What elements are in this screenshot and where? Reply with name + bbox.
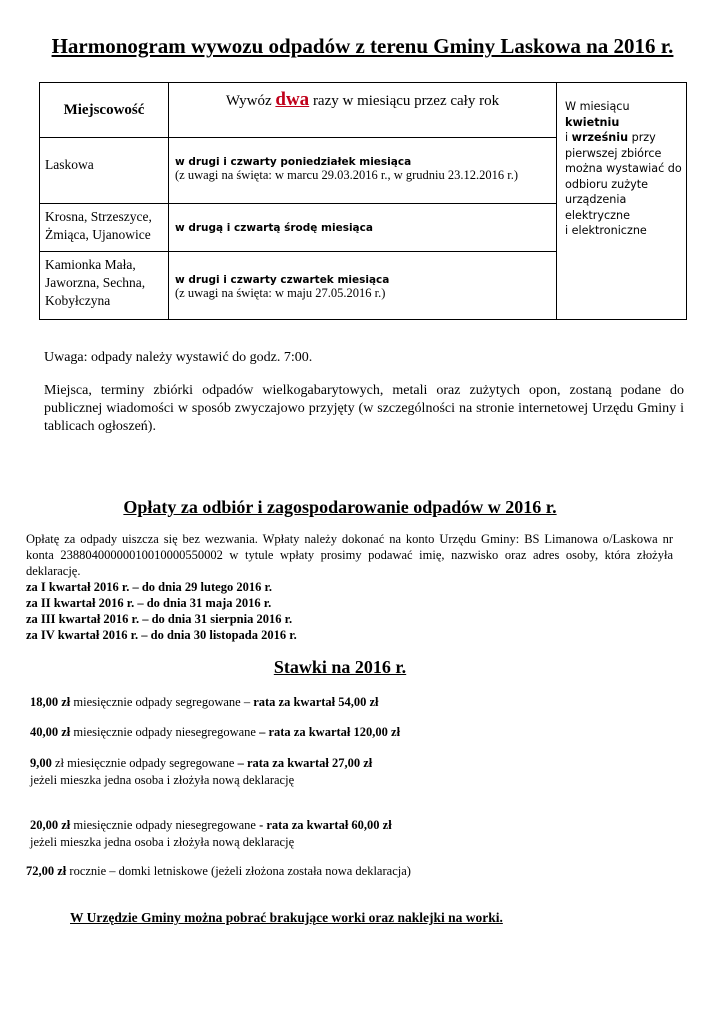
notice-text: Uwaga: odpady należy wystawić do godz. 7:00.	[44, 350, 313, 365]
rates-heading: Stawki na 2016 r.	[273, 657, 407, 677]
bulky-info-text: Miejsca, terminy zbiórki odpadów wielkogabarytowych, metali oraz zużytych opon, zostaną podane do publicznej wiadomości w sposób zwyczajowo przyjęty (w szczególności na stronie internetowej Urzędu Gminy i tablicach ogłoszeń).	[44, 383, 684, 434]
deadline-q1: za I kwartał 2016 r. – do dnia 29 lutego 2016 r.	[26, 580, 272, 594]
location-cell: Krosna, Strzeszyce, Żmiąca, Ujanowice	[40, 204, 169, 252]
fees-heading: Opłaty za odbiór i zagospodarowanie odpadów w 2016 r.	[123, 497, 557, 517]
footer-note: W Urzędzie Gminy można pobrać brakujące worki oraz naklejki na worki.	[70, 910, 503, 925]
schedule-table	[39, 82, 687, 320]
deadline-q2: za II kwartał 2016 r. – do dnia 31 maja 2016 r.	[26, 596, 272, 610]
rate-item: 18,00 zł miesięcznie odpady segregowane – rata za kwartał 54,00 zł	[30, 695, 379, 709]
header-frequency: Wywóz dwa razy w miesiącu przez cały rok	[169, 83, 557, 138]
rate-item: 40,00 zł miesięcznie odpady niesegregowane – rata za kwartał 120,00 zł	[30, 725, 401, 739]
fees-intro: Opłatę za odpady uiszcza się bez wezwania. Wpłaty należy dokonać na konto Urzędu Gminy: BS Limanowa o/Laskowa nr konta 23880400000010010000550002 w tytule wpłaty prosimy podawać imię, nazwisko oraz adres osoby, która złożyła deklarację.	[26, 532, 673, 578]
schedule-cell: w drugi i czwarty poniedziałek miesiąca (z uwagi na święta: w marcu 29.03.2016 r., w grudniu 23.12.2016 r.)	[169, 138, 557, 204]
side-note: W miesiącu kwietniu i wrześniu przy pierwszej zbiórce można wystawiać do odbioru zużyte urządzenia elektryczne i elektroniczne	[557, 83, 687, 320]
schedule-cell: w drugą i czwartą środę miesiąca	[169, 204, 557, 252]
page-title: Harmonogram wywozu odpadów z terenu Gminy Laskowa na 2016 r.	[51, 34, 674, 58]
rate-item: 9,00 zł miesięcznie odpady segregowane – rata za kwartał 27,00 zł jeżeli mieszka jedna osoba i złożyła nową deklarację	[30, 756, 373, 787]
schedule-cell: w drugi i czwarty czwartek miesiąca (z uwagi na święta: w maju 27.05.2016 r.)	[169, 252, 557, 320]
location-cell: Kamionka Mała, Jaworzna, Sechna, Kobyłczyna	[40, 252, 169, 320]
location-cell: Laskowa	[40, 138, 169, 204]
header-location: Miejscowość	[40, 83, 169, 138]
highlight-dwa: dwa	[275, 89, 310, 110]
deadline-q4: za IV kwartał 2016 r. – do dnia 30 listopada 2016 r.	[26, 628, 297, 642]
rate-item: 20,00 zł miesięcznie odpady niesegregowane - rata za kwartał 60,00 zł jeżeli mieszka jedna osoba i złożyła nową deklarację	[30, 818, 392, 849]
rate-item: 72,00 zł rocznie – domki letniskowe (jeżeli złożona została nowa deklaracja)	[26, 864, 411, 878]
deadline-q3: za III kwartał 2016 r. – do dnia 31 sierpnia 2016 r.	[26, 612, 293, 626]
